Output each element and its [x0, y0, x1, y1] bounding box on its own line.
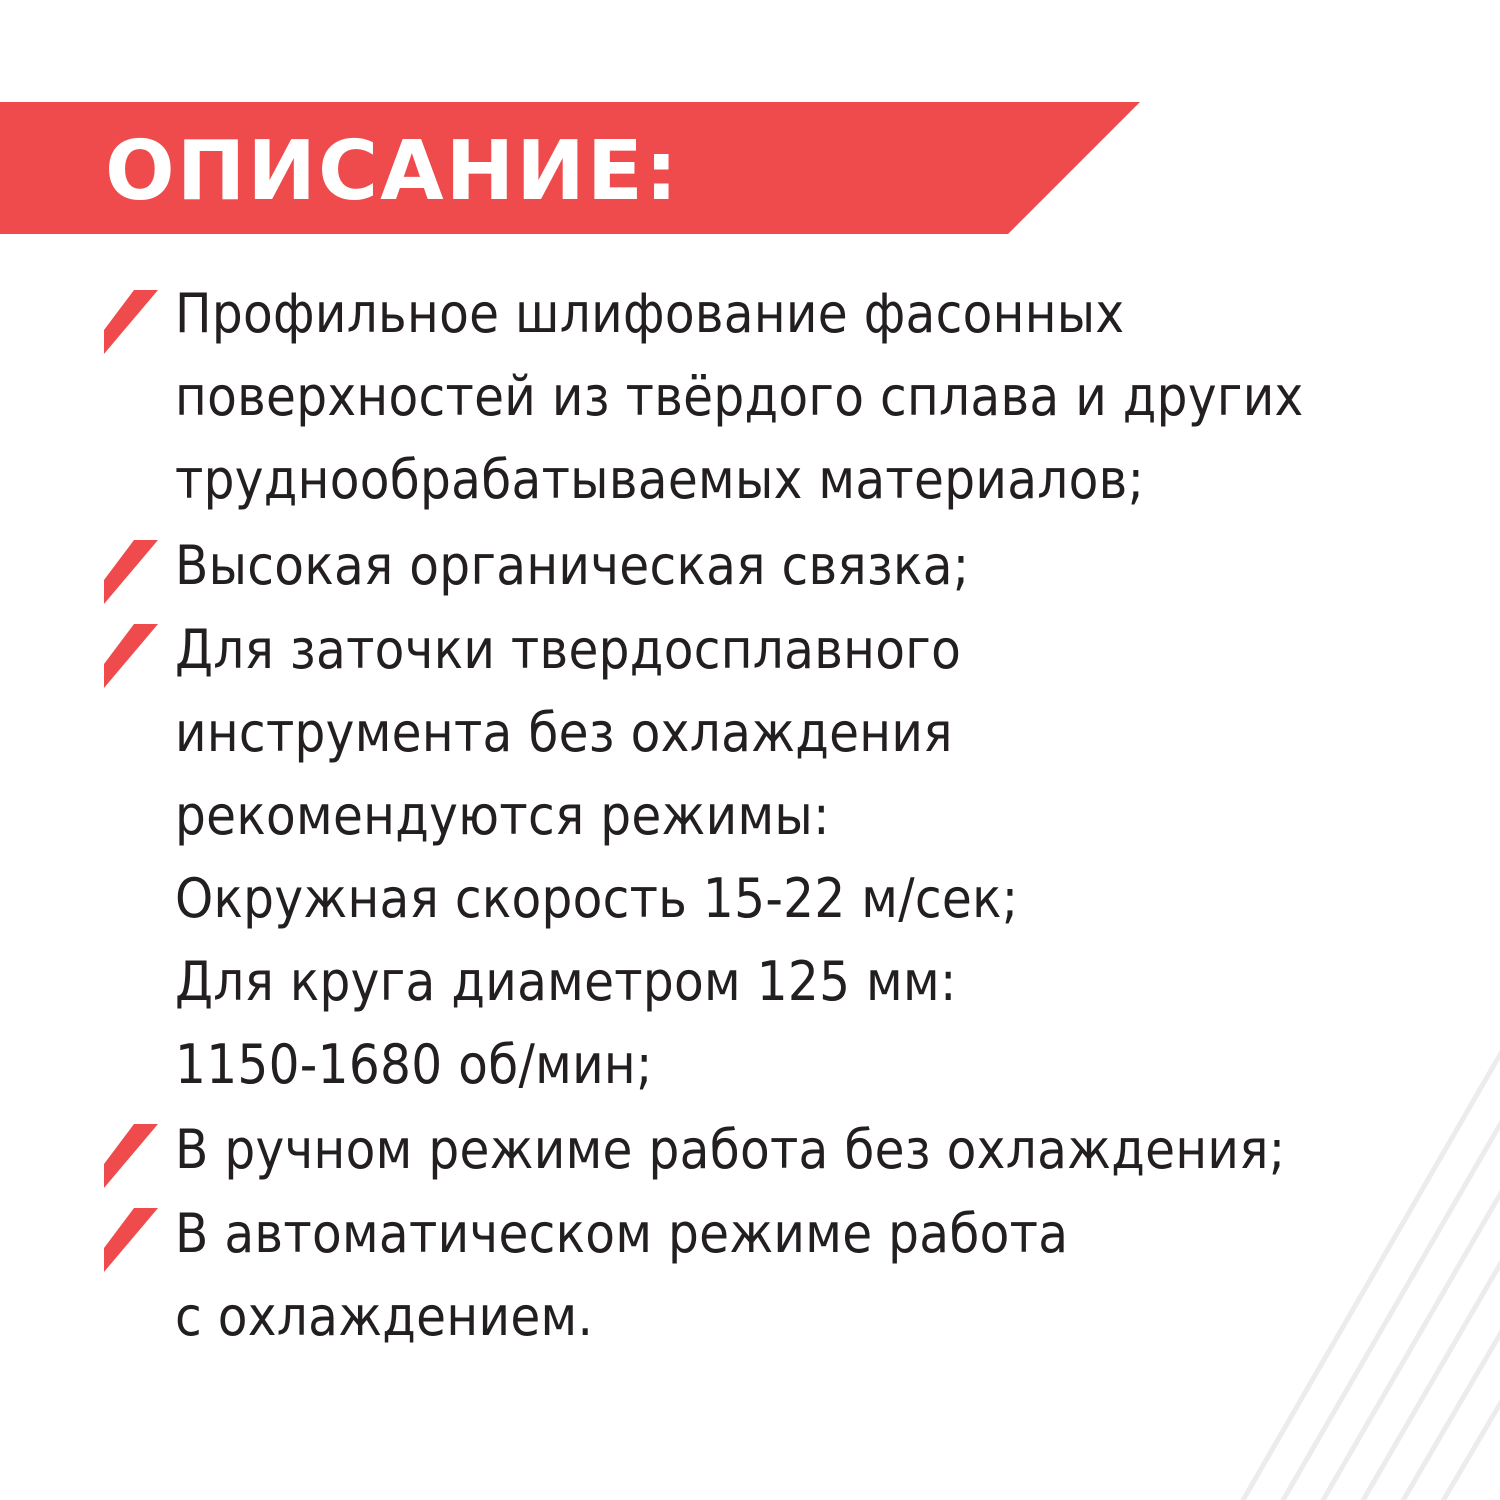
red-slash-icon	[104, 540, 158, 604]
red-slash-icon	[104, 624, 158, 688]
red-slash-icon	[104, 1208, 158, 1272]
page-title: ОПИСАНИЕ:	[105, 124, 680, 219]
list-item-text: Для заточки твердосплавного инструмента без охлаждения рекомендуются режимы: Окружная скорость 15-22 м/сек; Для круга диаметром 125 мм: 1150-1680 об/мин;	[175, 618, 1019, 1096]
list-item-text: В автоматическом режиме работа с охлаждением.	[175, 1202, 1069, 1348]
red-slash-icon	[104, 290, 158, 354]
list-item-text: В ручном режиме работа без охлаждения;	[175, 1118, 1286, 1181]
red-slash-icon	[104, 1124, 158, 1188]
diagonal-stripes-icon	[1220, 1020, 1500, 1500]
list-item-text: Профильное шлифование фасонных поверхностей из твёрдого сплава и других труднообрабатываемых материалов;	[175, 282, 1304, 511]
list-item-text: Высокая органическая связка;	[175, 534, 970, 597]
